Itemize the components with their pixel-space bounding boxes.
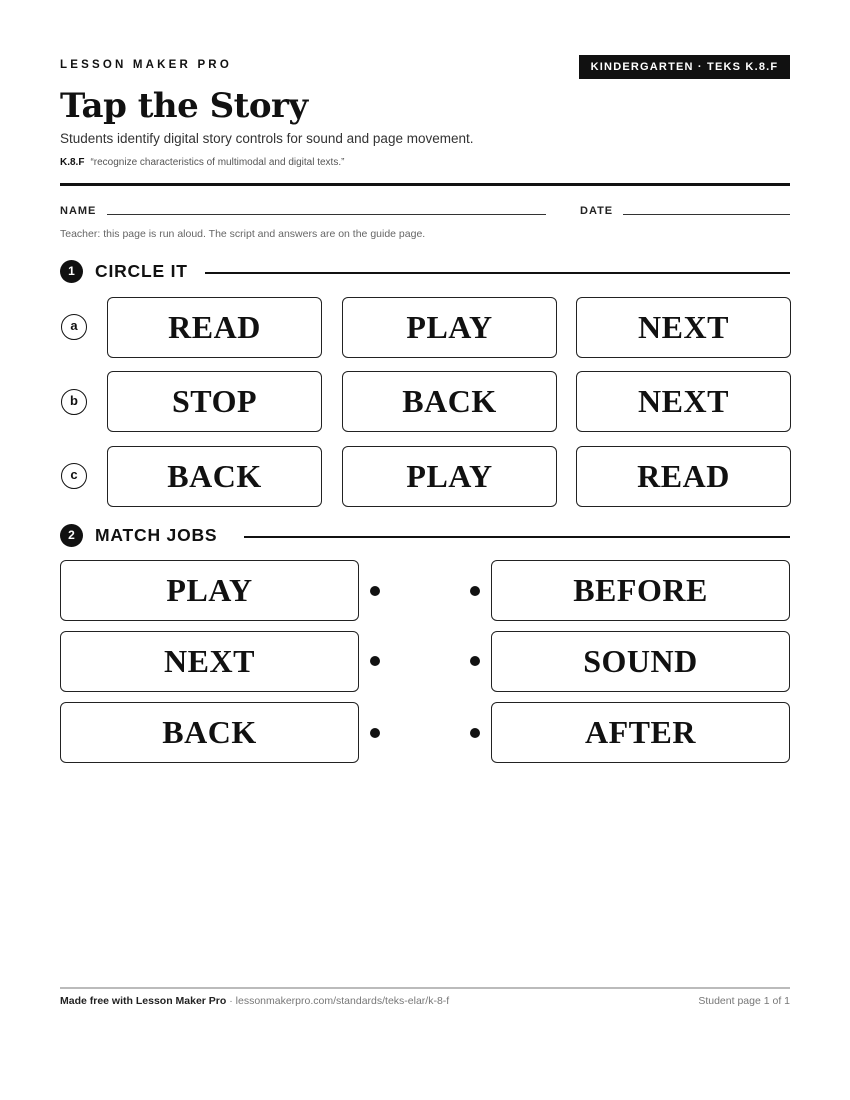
footer-divider [60,987,790,989]
section-title: MATCH JOBS [95,525,218,545]
header-divider [60,183,790,186]
standard-quote: “recognize characteristics of multimodal and digital texts.” [90,157,345,168]
section-circle-it-header [60,260,790,284]
match-right-after[interactable]: AFTER [491,702,790,763]
section-number: 2 [60,524,83,547]
name-label: NAME [60,205,97,217]
match-dot-right[interactable] [470,728,480,738]
match-right-sound[interactable]: SOUND [491,631,790,692]
word-card-play[interactable]: PLAY [342,297,557,358]
word-card-read[interactable]: READ [576,446,791,507]
grade-standard-badge: KINDERGARTEN · TEKS K.8.F [579,55,790,79]
row-letter-c: c [61,463,87,489]
footer-page-number: Student page 1 of 1 [698,995,790,1007]
footer-url[interactable]: · lessonmakerpro.com/standards/teks-elar/k-8-f [226,995,450,1007]
worksheet-subtitle: Students identify digital story controls for sound and page movement. [60,131,474,146]
worksheet-title: Tap the Story [60,86,308,126]
match-dot-left[interactable] [370,586,380,596]
match-left-next[interactable]: NEXT [60,631,359,692]
date-field[interactable] [623,214,790,215]
row-letter-a: a [61,314,87,340]
word-card-back[interactable]: BACK [107,446,322,507]
word-card-read[interactable]: READ [107,297,322,358]
name-field[interactable] [107,214,546,215]
word-card-stop[interactable]: STOP [107,371,322,432]
standard-line [60,157,344,168]
row-letter-b: b [61,389,87,415]
match-dot-left[interactable] [370,656,380,666]
brand-name: LESSON MAKER PRO [60,59,232,71]
section-title: CIRCLE IT [95,261,188,281]
teacher-note: Teacher: this page is run aloud. The script and answers are on the guide page. [60,228,426,240]
match-dot-right[interactable] [470,656,480,666]
standard-code: K.8.F [60,157,85,168]
word-card-play[interactable]: PLAY [342,446,557,507]
word-card-back[interactable]: BACK [342,371,557,432]
match-dot-left[interactable] [370,728,380,738]
section-match-jobs-header [60,524,790,548]
match-left-play[interactable]: PLAY [60,560,359,621]
word-card-next[interactable]: NEXT [576,297,791,358]
section-number: 1 [60,260,83,283]
word-card-next[interactable]: NEXT [576,371,791,432]
section-rule [205,272,790,274]
match-left-back[interactable]: BACK [60,702,359,763]
section-rule [244,536,790,538]
footer-credit [60,995,449,1007]
match-dot-right[interactable] [470,586,480,596]
date-label: DATE [580,205,614,217]
match-right-before[interactable]: BEFORE [491,560,790,621]
footer-made-by: Made free with Lesson Maker Pro [60,995,227,1007]
